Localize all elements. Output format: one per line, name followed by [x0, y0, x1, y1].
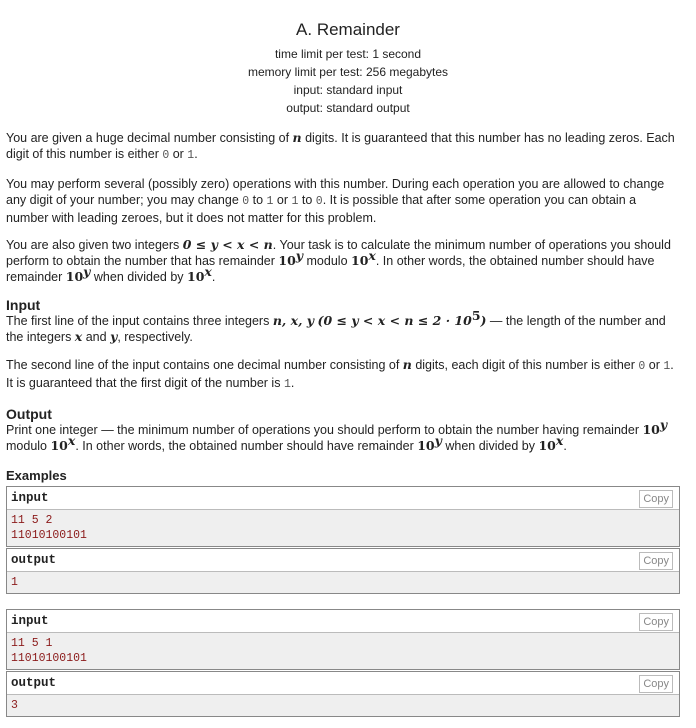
problem-header [0, 0, 696, 117]
problem-title: A. Remainder [296, 20, 400, 39]
example-1-input-box [6, 486, 680, 547]
output-spec: output: standard output [286, 101, 410, 115]
examples-title: Examples [6, 468, 67, 483]
statement-paragraph-1: You are given a huge decimal number consisting of n digits. It is guaranteed that this number has no leading zeros. Each digit of this number is either 0 or 1. [6, 130, 675, 162]
example-2-input-content: 11 5 1 11010100101 [7, 633, 679, 669]
example-2-output-copy-button[interactable]: Copy [639, 675, 673, 693]
example-1-input-copy-button[interactable]: Copy [639, 490, 673, 508]
example-2-output-box [6, 671, 680, 717]
example-1-output-content: 1 [7, 572, 679, 593]
memory-limit: memory limit per test: 256 megabytes [247, 65, 449, 79]
example-1-output-label: output [11, 553, 57, 567]
example-2-output-content: 3 [7, 695, 679, 716]
example-1-output-copy-button[interactable]: Copy [639, 552, 673, 570]
statement-paragraph-3: You are also given two integers 0 ≤ y < x < n. Your task is to calculate the minimum number of operations you should perform to obtain the number that has remainder 10$^y$ modulo 10$^x$. In other words, the obtained number should have remainder 10$^y$ when divided by 10$^x$. [6, 237, 671, 284]
statement-paragraph-2: You may perform several (possibly zero) operations with this number. During each operation you are allowed to change any digit of your number; you may change 0 to 1 or 1 to 0. It is possible that after some operation you can obtain a number with leading zeroes, but it does not matter for this problem. [6, 177, 665, 225]
input-section: Input The first line of the input contains three integers n, x, y $(0 \le y < x < n \le 2 \cdot 10^5)$ — the length of the number and the integers x and y, respectively. The second line of the input contains one decimal number consisting of n digits, each digit of this number is either 0 or 1. It is guaranteed that the first digit of the number is 1. [6, 297, 680, 393]
example-2-input-copy-button[interactable]: Copy [639, 613, 673, 631]
output-section: Output Print one integer — the minimum number of operations you should perform to obtain the number having remainder 10$^y$ modulo 10$^x$. In other words, the obtained number should have remainder 10$^y$ when divided by 10$^x$. [6, 406, 680, 454]
example-1-input-content: 11 5 2 11010100101 [7, 510, 679, 546]
example-2-output-label: output [11, 676, 57, 690]
example-1-output-box [6, 548, 680, 594]
example-1-input-label: input [11, 491, 49, 505]
input-section-title: Input [6, 297, 41, 313]
example-2-input-label: input [11, 614, 49, 628]
input-spec: input: standard input [293, 83, 403, 97]
problem-limits [0, 45, 696, 117]
time-limit: time limit per test: 1 second [274, 47, 422, 61]
output-section-title: Output [6, 406, 52, 422]
example-2-input-box [6, 609, 680, 670]
